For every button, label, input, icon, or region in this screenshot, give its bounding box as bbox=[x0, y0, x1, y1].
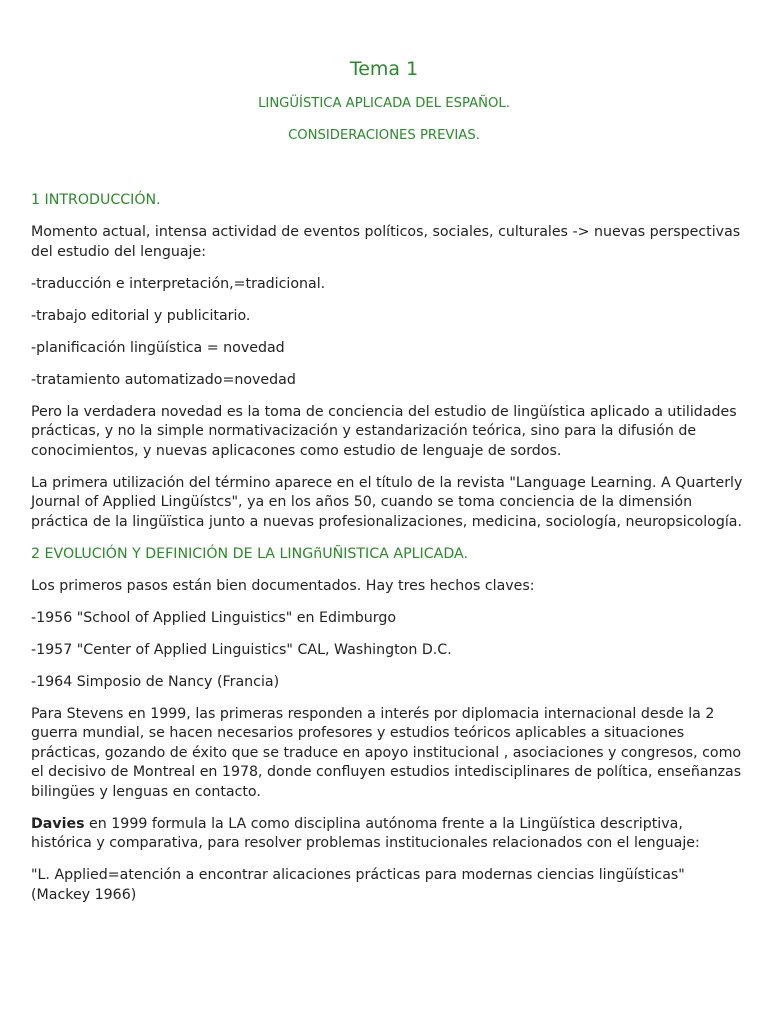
list-item: -traducción e interpretación,=tradicional. bbox=[31, 275, 326, 292]
document-subtitle: LINGÜÍSTICA APLICADA DEL ESPAÑOL. bbox=[258, 96, 510, 111]
document-subtitle-2: CONSIDERACIONES PREVIAS. bbox=[288, 128, 480, 143]
paragraph: Pero la verdadera novedad es la toma de conciencia del estudio de lingüística aplicado a utilidades prácticas, y no la simple normativacización y estandarización teórica, sino para la difusión de conocimientos, y nuevas aplicacones como estudio de lenguaje de sordos. bbox=[31, 403, 737, 459]
paragraph-text: en 1999 formula la LA como disciplina autónoma frente a la Lingüística descriptiva, histórica y comparativa, para resolver problemas institucionales relacionados con el lenguaje: bbox=[31, 815, 700, 851]
paragraph: La primera utilización del término aparece en el título de la revista "Language Learning. A Quarterly Journal of Applied Lingüístcs", ya en los años 50, cuando se toma conciencia de la dimensión práctica de la lingüïstica junto a nuevas profesionalizaciones, medicina, sociología, neuropsicología. bbox=[31, 474, 743, 530]
quote: "L. Applied=atención a encontrar alicaciones prácticas para modernas ciencias lingüísticas" (Mackey 1966) bbox=[31, 867, 685, 903]
section-heading-evolucion: 2 EVOLUCIÓN Y DEFINICIÓN DE LA LINGñUÑISTICA APLICADA. bbox=[31, 545, 468, 562]
paragraph-davies bbox=[31, 815, 743, 854]
list-item: -1957 "Center of Applied Linguistics" CAL, Washington D.C. bbox=[31, 641, 452, 658]
list-item: -1956 "School of Applied Linguistics" en Edimburgo bbox=[31, 609, 397, 626]
list-item: -tratamiento automatizado=novedad bbox=[31, 371, 296, 388]
paragraph: Momento actual, intensa actividad de eventos políticos, sociales, culturales -> nuevas perspectivas del estudio del lenguaje: bbox=[31, 224, 741, 260]
list-item: -trabajo editorial y publicitario. bbox=[31, 307, 251, 324]
document-body bbox=[31, 191, 743, 918]
list-item: -1964 Simposio de Nancy (Francia) bbox=[31, 673, 280, 690]
paragraph: Para Stevens en 1999, las primeras responden a interés por diplomacia internacional desde la 2 guerra mundial, se hacen necesarios profesores y estudios teóricos aplicables a situaciones prácticas, gozando de éxito que se traduce en apoyo institucional , asociaciones y congresos, como el decisivo de Montreal en 1978, donde confluyen estudios intedisciplinares de política, enseñanzas bilingües y lenguas en contacto. bbox=[31, 705, 742, 800]
section-heading-introduccion: 1 INTRODUCCIÓN. bbox=[31, 192, 161, 208]
author-name: Davies bbox=[31, 815, 85, 832]
list-item: -planificación lingüística = novedad bbox=[31, 339, 285, 356]
page-title: Tema 1 bbox=[349, 58, 419, 80]
paragraph: Los primeros pasos están bien documentados. Hay tres hechos claves: bbox=[31, 577, 535, 594]
